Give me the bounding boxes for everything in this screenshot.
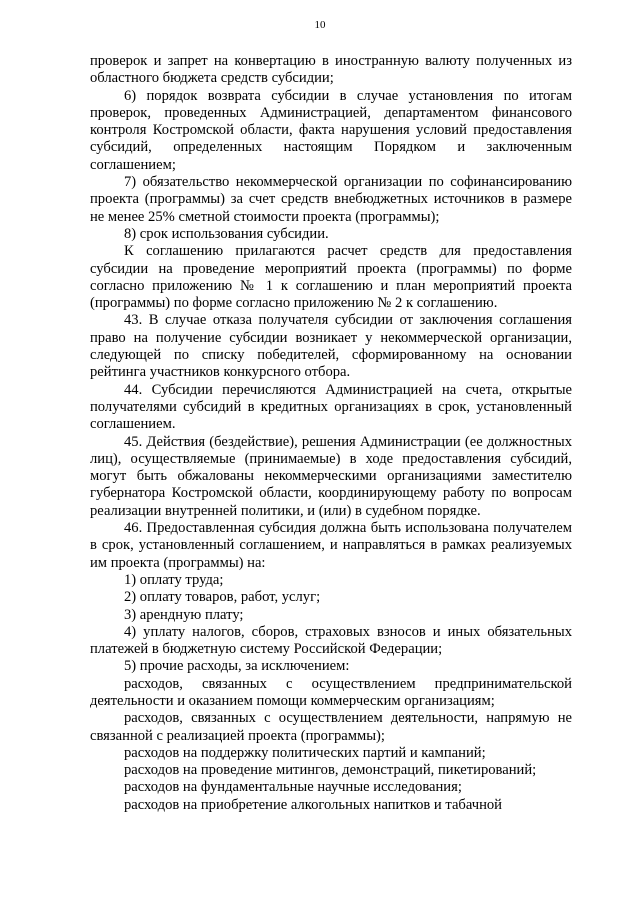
paragraph: расходов, связанных с осуществлением деятельности, напрямую не связанной с реализацией проекта (программы);: [90, 710, 572, 744]
paragraph: расходов на поддержку политических партий и кампаний;: [124, 744, 486, 761]
paragraph: 4) уплату налогов, сборов, страховых взносов и иных обязательных платежей в бюджетную систему Российской Федерации;: [90, 623, 572, 658]
paragraph: 44. Субсидии перечисляются Администрацией на счета, открытые получателями субсидий в кредитных организациях в срок, установленный соглашением.: [90, 381, 572, 433]
paragraph: 3) арендную плату;: [124, 606, 244, 623]
paragraph: расходов на фундаментальные научные исследования;: [124, 779, 462, 796]
paragraph: расходов на проведение митингов, демонстраций, пикетирований;: [124, 762, 537, 779]
document-body: [90, 53, 572, 814]
paragraph: 6) порядок возврата субсидии в случае установления по итогам проверок, проведенных Администрацией, департаментом финансового контроля Костромской области, факта нарушения условий предоставления субсидий, определенных настоящим Порядком и заключенным соглашением;: [90, 87, 572, 173]
paragraph: 45. Действия (бездействие), решения Администрации (ее должностных лиц), осуществляемые (принимаемые) в ходе предоставления субсидий, могут быть обжалованы некоммерческими организациями заместителю губернатора Костромской области, координирующему работу по вопросам реализации внутренней политики, и (или) в судебном порядке.: [90, 433, 572, 519]
paragraph: расходов, связанных с осуществлением предпринимательской деятельности и оказанием помощи коммерческим организациям;: [90, 675, 572, 709]
paragraph: 5) прочие расходы, за исключением:: [124, 658, 350, 675]
paragraph: расходов на приобретение алкогольных напитков и табачной: [124, 796, 502, 813]
page-number: 10: [314, 19, 326, 31]
paragraph: 7) обязательство некоммерческой организации по софинансированию проекта (программы) за счет средств внебюджетных источников в размере не менее 25% сметной стоимости проекта (программы);: [90, 174, 572, 225]
paragraph: проверок и запрет на конвертацию в иностранную валюту полученных из областного бюджета средств субсидии;: [90, 53, 572, 87]
paragraph: 8) срок использования субсидии.: [124, 225, 329, 242]
paragraph: 1) оплату труда;: [124, 571, 224, 588]
paragraph: 43. В случае отказа получателя субсидии от заключения соглашения право на получение субсидии возникает у некоммерческой организации, следующей по списку победителей, сформированному на основании рейтинга участников конкурсного отбора.: [90, 312, 572, 381]
paragraph: 2) оплату товаров, работ, услуг;: [124, 589, 321, 606]
paragraph: 46. Предоставленная субсидия должна быть использована получателем в срок, установленный соглашением, и направляться в рамках реализуемых им проекта (программы) на:: [90, 520, 572, 571]
paragraph: К соглашению прилагаются расчет средств для предоставления субсидии на проведение мероприятий проекта (программы) по форме согласно приложению № 1 к соглашению и план мероприятий проекта (программы) по форме согласно приложению № 2 к соглашению.: [90, 243, 572, 312]
